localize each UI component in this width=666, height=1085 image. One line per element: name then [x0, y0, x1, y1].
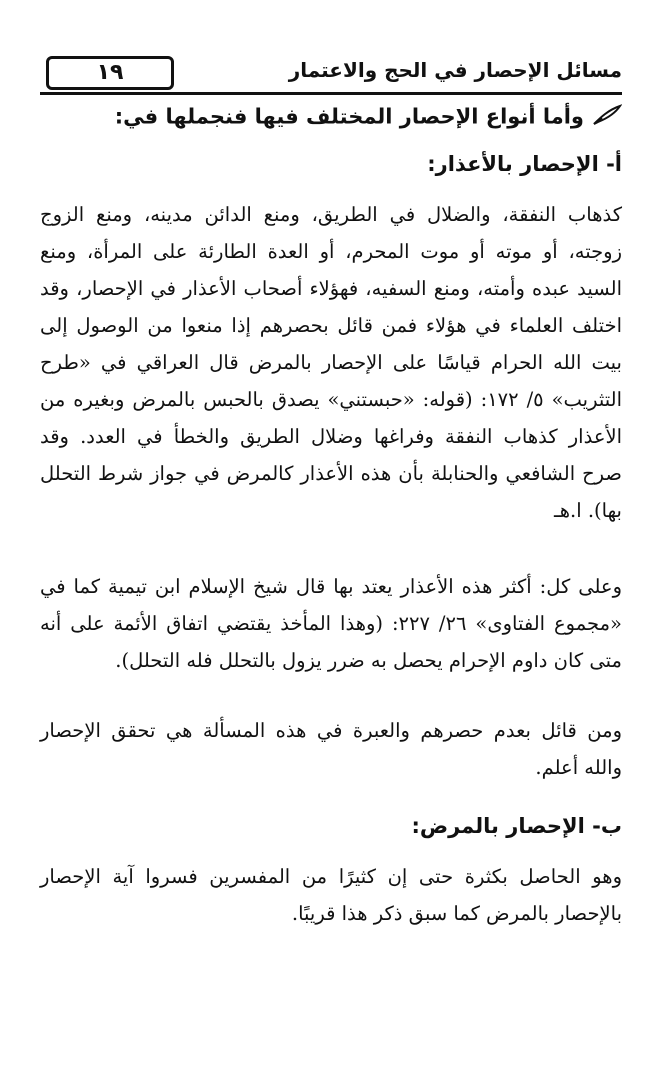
running-title: مسائل الإحصار في الحج والاعتمار — [288, 58, 622, 82]
page-number: ١٩ — [46, 56, 174, 90]
section-heading — [115, 104, 622, 131]
section-heading-text: وأما أنواع الإحصار المختلف فيها فنجملها في: — [114, 104, 584, 129]
paragraph-b1 — [40, 858, 622, 932]
subheading-b: ب- الإحصار بالمرض: — [411, 814, 622, 838]
subheading-a: أ- الإحصار بالأعذار: — [427, 152, 622, 176]
paragraph-text: كذهاب النفقة، والضلال في الطريق، ومنع الدائن مدينه، ومنع الزوج زوجته، أو موته أو موت المحرم، أو العدة الطارئة على المرأة، ومنع السيد عبده وأمته، ومنع السفيه، فهؤلاء أصحاب الأعذار في الإحصار، وقد اختلف العلماء في هؤلاء فمن قائل بحصرهم إذا منعوا من الوصول إلى بيت الله الحرام قياسًا على الإحصار بالمرض قال العراقي في «طرح التثريب» ٥/ ١٧٢: (قوله: «حبستني» يصدق بالحبس بالمرض وبغيره من الأعذار كذهاب النفقة وفراغها وضلال الطريق والخطأ في العدد. وقد صرح الشافعي والحنابلة بأن هذه الأعذار كالمرض في جواز شرط التحلل بها). ا.هـ — [40, 203, 622, 522]
paragraph-a3 — [40, 712, 622, 786]
paragraph-text: وعلى كل: أكثر هذه الأعذار يعتد بها قال شيخ الإسلام ابن تيمية كما في «مجموع الفتاوى» ٢٦/ ٢٢٧: (وهذا المأخذ يقتضي اتفاق الأئمة على أنه متى كان داوم الإحرام يحصل به ضرر يزول بالتحلل فله التحلل). — [40, 575, 622, 672]
quill-icon — [592, 104, 622, 131]
paragraph-text: وهو الحاصل بكثرة حتى إن كثيرًا من المفسرين فسروا آية الإحصار بالإحصار بالمرض كما سبق ذكر هذا قريبًا. — [40, 865, 622, 925]
paragraph-a1 — [40, 196, 622, 529]
paragraph-a2 — [40, 568, 622, 679]
page-header — [40, 52, 622, 95]
paragraph-text: ومن قائل بعدم حصرهم والعبرة في هذه المسألة هي تحقق الإحصار والله أعلم. — [40, 719, 622, 779]
